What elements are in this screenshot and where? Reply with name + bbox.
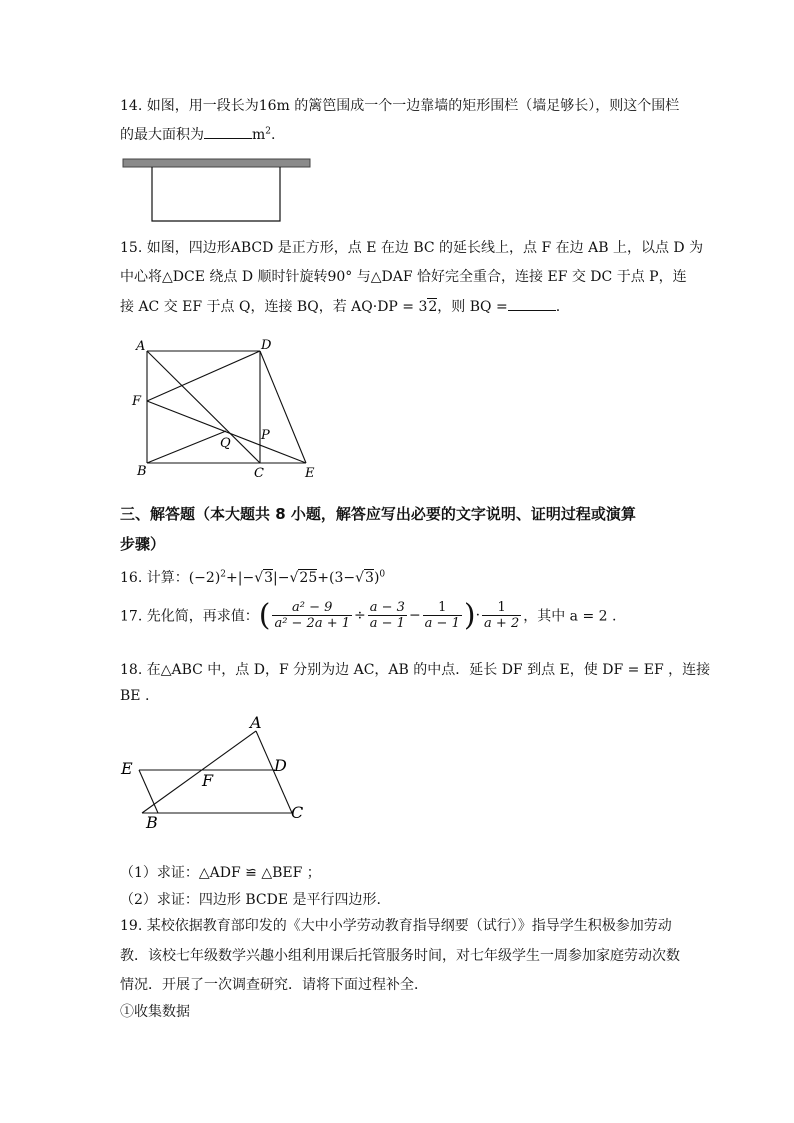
label-E: E [305,466,315,481]
square-diagram [128,335,328,485]
label-C: C [291,803,304,822]
fraction: $\frac{a - 3}{a - 1}$ [369,600,405,631]
q14-line2: 的最大面积为 $m^2$. [120,126,276,143]
q18-sub1: （1）求证：△ADF ≌ △BEF ； [120,865,321,881]
q19-line3: 情况．开展了一次调查研究．请将下面过程补全． [120,977,428,993]
section-heading: 三、解答题（本大题共 8 小题，解答应写出必要的文字说明、证明过程或演算 [120,505,636,523]
q19-line2: 教．该校七年级数学兴趣小组利用课后托管服务时间，对七年级学生一周参加家庭劳动次数 [120,948,680,964]
q15-line2: 中心将△DCE 绕点 D 顺时针旋转90° 与△DAF 恰好完全重合，连接 EF 交 DC 于点 P，连 [120,269,687,285]
label-A: A [136,339,146,354]
fraction: $\frac{1}{a + 2}$ [484,600,520,631]
label-P: P [261,428,270,443]
sqrt: 2 [428,299,438,315]
fence-diagram [120,155,320,225]
label-F: F [202,771,214,790]
q15-line3: 接 AC 交 EF 于点 Q，连接 BQ，若 AQ·DP = 32，则 BQ = . [120,299,561,315]
fraction: $\frac{1}{a - 1}$ [424,600,460,631]
answer-blank[interactable] [204,125,252,139]
fence-rectangle [152,167,280,221]
fraction: $\frac{\text{a² − 9}}{\text{a² − 2a + 1}}$ [274,600,351,631]
label-Q: Q [220,436,231,451]
label-B: B [137,464,147,479]
label-D: D [274,756,287,775]
q19-line1: 19. 某校依据教育部印发的《大中小学劳动教育指导纲要（试行）》指导学生积极参加劳动 [120,918,672,934]
wall [123,159,310,167]
q14-text: 的最大面积为 [120,127,204,143]
q18-line1: 18. 在△ABC 中，点 D，F 分别为边 AC，AB 的中点．延长 DF 到点 E，使 DF = EF ，连接 [120,662,711,678]
q17: 17. 先化简，再求值：( $\frac{\text{a² − 9}}{\text{a² − 2a + 1}}$ ÷ $\frac{a - 3}{a - 1}$ − $\frac{1}{a - 1}$ )· $\frac{1}{a + 2}$ ，其中 a = 2 . [120,598,617,633]
q14-unit: m [252,127,266,143]
label-B: B [146,813,158,832]
section-heading-cont: 步骤） [120,535,166,553]
q14-exp: 2 [265,126,272,137]
q19-line4: ①收集数据 [120,1004,190,1020]
label-C: C [254,466,264,481]
label-D: D [261,338,272,353]
answer-blank[interactable] [508,297,556,311]
q18-line2: BE . [120,688,150,704]
q14-line1: 14. 如图，用一段长为16m 的篱笆围成一个一边靠墙的矩形围栏（墙足够长），则这个围栏 [120,98,680,114]
q18-sub2: （2）求证：四边形 BCDE 是平行四边形. [120,892,381,908]
q16: 16. 计算：$(-2)^2+|-√3|-√25+(3-√3)^0$ [120,569,386,586]
label-E: E [121,759,133,778]
q15-line1: 15. 如图，四边形ABCD 是正方形，点 E 在边 BC 的延长线上，点 F 在边 AB 上，以点 D 为 [120,240,704,256]
triangle-diagram [115,708,325,833]
label-F: F [132,394,142,409]
label-A: A [250,713,262,732]
